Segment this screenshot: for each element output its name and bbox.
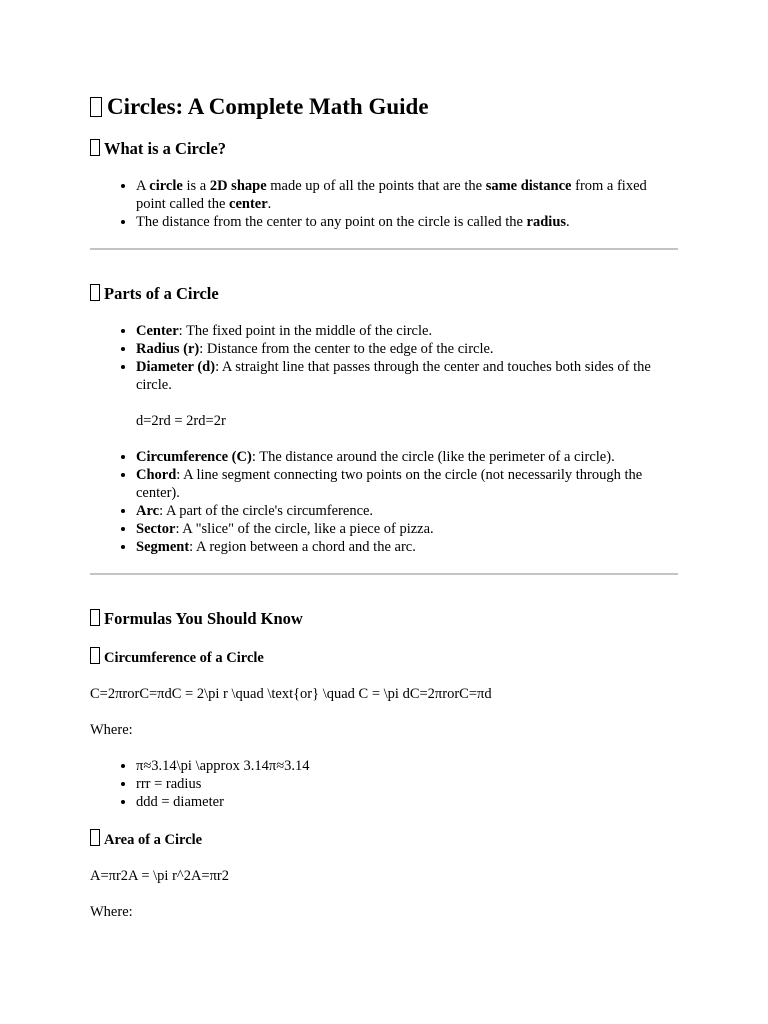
- where-label: Where:: [90, 722, 133, 738]
- list-item: [136, 340, 678, 358]
- missing-glyph-icon: [90, 139, 100, 156]
- text: : A part of the circle's circumference.: [159, 503, 374, 519]
- text: : The distance around the circle (like the perimeter of a circle).: [251, 449, 615, 465]
- text: made up of all the points that are the: [266, 178, 486, 194]
- list-item: [136, 358, 678, 430]
- subsection-heading-text: Circumference of a Circle: [104, 650, 264, 666]
- text: : A straight line that passes through the center and touches both sides of the circle.: [136, 359, 651, 393]
- text: : Distance from the center to the edge of the circle.: [199, 341, 494, 357]
- list-item: [136, 177, 678, 213]
- text: is a: [182, 178, 210, 194]
- bold-term: Segment: [136, 539, 190, 555]
- section-heading-text: Formulas You Should Know: [104, 609, 303, 628]
- list-item: • ddd = diameter: [136, 793, 678, 811]
- text: : A line segment connecting two points on the circle (not necessarily through the center).: [136, 467, 643, 501]
- parts-list: [90, 322, 678, 556]
- section-heading-text: Parts of a Circle: [104, 284, 219, 303]
- text: from a fixed point called the: [136, 178, 647, 212]
- variable-list: [90, 757, 678, 811]
- bold-term: same distance: [485, 178, 572, 194]
- bold-term: circle: [149, 178, 183, 194]
- page-title-text: Circles: A Complete Math Guide: [107, 94, 429, 119]
- text: The distance from the center to any point on the circle is called the: [136, 214, 527, 230]
- text: .: [267, 196, 272, 212]
- definition-list: [90, 177, 678, 231]
- bold-term: Center: [136, 323, 179, 339]
- area-formula: A=πr2A = \pi r^2A=πr2: [90, 868, 230, 884]
- bold-term: 2D shape: [209, 178, 267, 194]
- bold-term: center: [229, 196, 268, 212]
- text: .: [566, 214, 570, 230]
- circumference-formula: C=2πrorC=πdC = 2\pi r \quad \text{or} \quad C = \pi dC=2πrorC=πd: [90, 686, 492, 702]
- subsection-heading: [90, 829, 678, 849]
- missing-glyph-icon: [90, 647, 100, 664]
- text: : A region between a chord and the arc.: [189, 539, 416, 555]
- list-item: [136, 520, 678, 538]
- list-item: [136, 322, 678, 340]
- text: : A "slice" of the circle, like a piece of pizza.: [175, 521, 434, 537]
- where-label: Where:: [90, 904, 133, 920]
- bold-term: Chord: [136, 467, 177, 483]
- diameter-formula: d=2rd = 2rd=2r: [136, 413, 226, 429]
- list-item: [136, 213, 678, 231]
- subsection-heading-text: Area of a Circle: [104, 832, 203, 848]
- section-heading: [90, 139, 678, 159]
- missing-glyph-icon: [90, 97, 102, 117]
- section-parts-of-circle: [90, 284, 678, 556]
- list-item: [136, 538, 678, 556]
- bold-term: Circumference (C): [136, 449, 252, 465]
- list-item: • π≈3.14\pi \approx 3.14π≈3.14: [136, 757, 678, 775]
- page-title: [90, 93, 429, 121]
- list-item: • rrr = radius: [136, 775, 678, 793]
- list-item: [136, 466, 678, 502]
- bold-term: Radius (r): [136, 341, 200, 357]
- section-heading-text: What is a Circle?: [104, 139, 227, 158]
- missing-glyph-icon: [90, 609, 100, 626]
- divider: [90, 573, 678, 575]
- section-formulas: [90, 609, 678, 921]
- section-what-is-circle: [90, 139, 678, 231]
- bold-term: Arc: [136, 503, 160, 519]
- bold-term: Sector: [136, 521, 176, 537]
- list-item: [136, 448, 678, 466]
- list-item: [136, 502, 678, 520]
- section-heading: [90, 284, 678, 304]
- text: : The fixed point in the middle of the circle.: [178, 323, 433, 339]
- divider: [90, 248, 678, 250]
- missing-glyph-icon: [90, 829, 100, 846]
- subsection-heading: [90, 647, 678, 667]
- missing-glyph-icon: [90, 284, 100, 301]
- bold-term: Diameter (d): [136, 359, 216, 375]
- section-heading: [90, 609, 678, 629]
- text: A: [136, 178, 150, 194]
- bold-term: radius: [526, 214, 567, 230]
